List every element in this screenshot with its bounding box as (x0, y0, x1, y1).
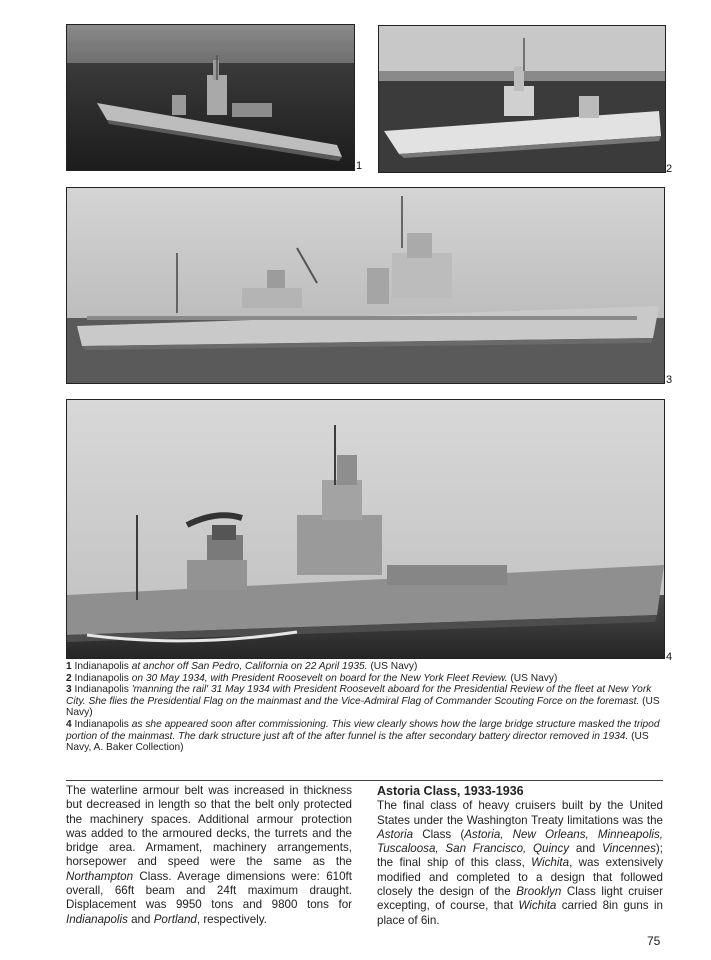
section-heading: Astoria Class, 1933-1936 (377, 784, 524, 798)
photo-captions (66, 661, 663, 754)
photo-3 (66, 187, 665, 384)
body-text-right-column (377, 784, 663, 928)
caption-2: 2 Indianapolis on 30 May 1934, with President Roosevelt on board for the New York Fleet Review. (US Navy) (66, 672, 558, 684)
photo-2 (378, 25, 666, 173)
page-number: 75 (647, 934, 661, 948)
divider-rule (66, 780, 663, 781)
photo-2-number: 2 (666, 163, 673, 175)
caption-4: 4 Indianapolis as she appeared soon after commissioning. This view clearly shows how the large bridge structure masked the tripod portion of the mainmast. The dark structure just aft of the after funnel is the after secondary battery director removed in 1934. (US Navy, A. Baker Collection) (66, 718, 660, 754)
caption-1: 1 Indianapolis at anchor off San Pedro, California on 22 April 1935. (US Navy) (66, 661, 418, 672)
photo-4 (66, 399, 665, 659)
body-text-left-column: The waterline armour belt was increased in thickness but decreased in length so that the belt only protected the machinery spaces. Additional armour protection was added to the armoured decks, the turrets and the bridge area. Armament, machinery arrangements, horsepower and speed were the same as the Northampton Class. Average dimensions were: 610ft overall, 66ft beam and 24ft maximum draught. Displacement was 9950 tons and 9800 tons for Indianapolis and Portland, respectively. (66, 784, 352, 926)
caption-3: 3 Indianapolis 'manning the rail' 31 May 1934 with President Roosevelt aboard for the Presidential Review of the fleet at New York City. She flies the Presidential Flag on the mainmast and the Vice-Admiral Flag of Commander Scouting Force on the foremast. (US Navy) (66, 684, 660, 719)
photo-4-number: 4 (666, 651, 673, 663)
photo-1-number: 1 (356, 160, 363, 172)
photo-3-number: 3 (666, 374, 673, 386)
photo-1 (66, 24, 355, 171)
section-paragraph: The final class of heavy cruisers built by the United States under the Washington Treaty limitations was the Astoria Class (Astoria, New Orleans, Minneapolis, Tuscaloosa, San Francisco, Quincy and Vincennes); the final ship of this class, Wichita, was extensively modified and completed to a design that followed closely the design of the Brooklyn Class light cruiser excepting, of course, that Wichita carried 8in guns in place of 6in. (377, 799, 663, 927)
